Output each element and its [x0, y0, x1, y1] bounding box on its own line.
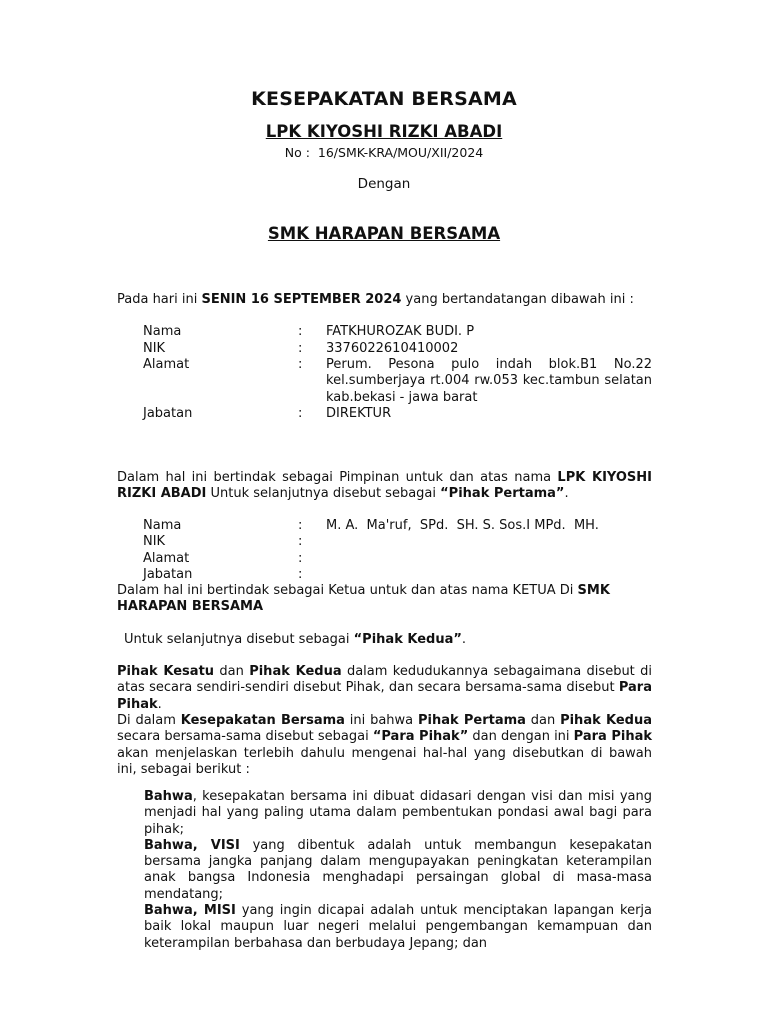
colon: :: [298, 341, 303, 356]
party1-name-value: FATKHUROZAK BUDI. P: [326, 324, 475, 339]
opening-statement: Pada hari ini SENIN 16 SEPTEMBER 2024 yang bertandatangan dibawah ini :: [117, 292, 634, 307]
signing-date: SENIN 16 SEPTEMBER 2024: [201, 292, 402, 307]
party1-role-paragraph: Dalam hal ini bertindak sebagai Pimpinan untuk dan atas nama LPK KIYOSHI RIZKI ABADI Untuk selanjutnya disebut sebagai “Pihak Pertama”.: [117, 470, 652, 502]
party2-alias: “Pihak Kedua”: [353, 632, 462, 647]
party2-alias-line: Untuk selanjutnya disebut sebagai “Pihak Kedua”.: [124, 632, 467, 647]
colon: :: [298, 357, 303, 372]
colon: :: [298, 406, 303, 421]
document-title: KESEPAKATAN BERSAMA: [251, 88, 517, 110]
party1-position-label: Jabatan: [143, 406, 193, 421]
parties-definition-paragraph: Pihak Kesatu dan Pihak Kedua dalam kedudukannya sebagaimana disebut di atas secara sendiri-sendiri disebut Pihak, dan secara bersama-sama disebut Para Pihak.: [117, 664, 652, 712]
party1-name-label: Nama: [143, 324, 182, 339]
party1-address-label: Alamat: [143, 357, 190, 372]
document-number-label: No :: [284, 145, 310, 160]
first-organization-name: LPK KIYOSHI RIZKI ABADI: [265, 122, 503, 141]
document-number-value: 16/SMK-KRA/MOU/XII/2024: [317, 145, 484, 160]
agreement-intro-paragraph: Di dalam Kesepakatan Bersama ini bahwa Pihak Pertama dan Pihak Kedua secara bersama-sama disebut sebagai “Para Pihak” dan dengan ini Para Pihak akan menjelaskan terlebih dahulu mengenai hal-hal yang disebutkan di bawah ini, sebagai berikut :: [117, 713, 652, 777]
party2-nik-label: NIK: [143, 534, 166, 549]
consideration-item: Bahwa, MISI yang ingin dicapai adalah untuk menciptakan lapangan kerja baik lokal maupun luar negeri melalui pengembangan kemampuan dan keterampilan berbahasa dan berbudaya Jepang; dan: [144, 903, 653, 951]
party1-organization: LPK KIYOSHI RIZKI ABADI: [117, 470, 652, 502]
party2-name-value: M. A. Ma'ruf, SPd. SH. S. Sos.I MPd. MH.: [326, 518, 599, 533]
colon: :: [298, 567, 303, 582]
party1-alias: “Pihak Pertama”: [440, 486, 565, 502]
colon: :: [298, 324, 303, 339]
second-organization-name: SMK HARAPAN BERSAMA: [267, 224, 501, 243]
colon: :: [298, 534, 303, 549]
party1-address-value: Perum. Pesona pulo indah blok.B1 No.22 kel.sumberjaya rt.004 rw.053 kec.tambun selatan kab.bekasi - jawa barat: [326, 357, 652, 405]
consideration-item: Bahwa, kesepakatan bersama ini dibuat didasari dengan visi dan misi yang menjadi hal yang paling utama dalam pembentukan pondasi awal bagi para pihak;: [144, 789, 652, 837]
party1-position-value: DIREKTUR: [326, 406, 392, 421]
colon: :: [298, 551, 303, 566]
party2-role-paragraph: Dalam hal ini bertindak sebagai Ketua untuk dan atas nama KETUA Di SMK HARAPAN BERSAMA: [117, 583, 610, 615]
with-word: Dengan: [357, 176, 411, 192]
considerations-list: [144, 789, 652, 952]
party2-position-label: Jabatan: [143, 567, 193, 582]
party1-nik-label: NIK: [143, 341, 166, 356]
party2-address-label: Alamat: [143, 551, 190, 566]
party2-organization: SMK HARAPAN BERSAMA: [117, 583, 610, 615]
document-number: [0, 145, 768, 160]
party2-name-label: Nama: [143, 518, 182, 533]
party1-nik-value: 3376022610410002: [326, 341, 459, 356]
consideration-item: Bahwa, VISI yang dibentuk adalah untuk membangun kesepakatan bersama jangka panjang dalam mengupayakan peningkatan keterampilan anak bangsa Indonesia menghadapi persaingan global di masa-masa mendatang;: [144, 837, 652, 902]
colon: :: [298, 518, 303, 533]
